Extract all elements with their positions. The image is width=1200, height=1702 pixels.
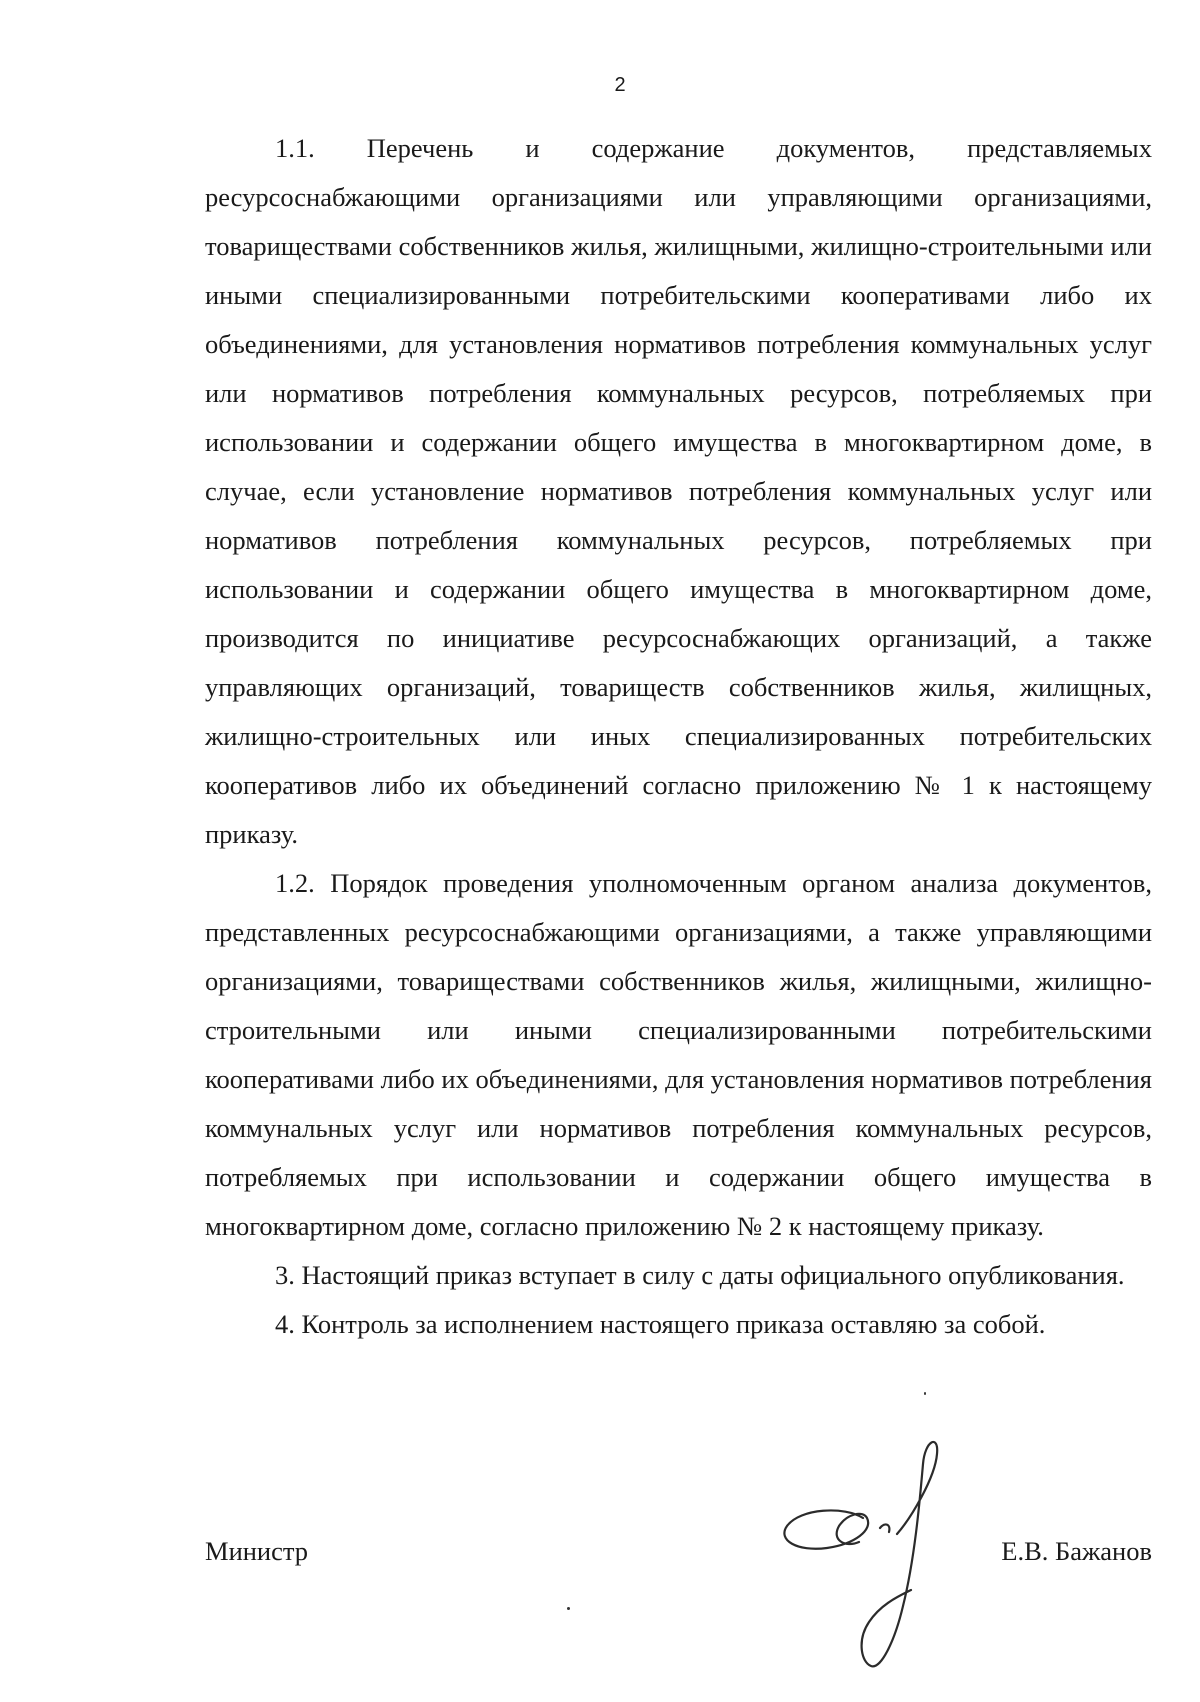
paragraph-1-2: 1.2. Порядок проведения уполномоченным органом анализа документов, представленных ресурсоснабжающими организациями, а также управляющими организациями, товариществами собственников жилья, жилищными, жилищно-строительными или иными специализированными потребительскими кооперативами либо их объединениями, для установления нормативов потребления коммунальных услуг или нормативов потребления коммунальных ресурсов, потребляемых при использовании и содержании общего имущества в многоквартирном доме, согласно приложению № 2 к настоящему приказу.	[205, 868, 1152, 1241]
paragraph-4: 4. Контроль за исполнением настоящего приказа оставляю за собой.	[275, 1309, 1046, 1339]
signatory-position: Министр	[205, 1536, 309, 1566]
signature-block	[205, 1530, 1152, 1590]
handwritten-signature-icon	[775, 1418, 975, 1680]
signatory-name: Е.В. Бажанов	[1001, 1536, 1152, 1566]
paragraph-3: 3. Настоящий приказ вступает в силу с даты официального опубликования.	[275, 1260, 1125, 1290]
scan-speck	[924, 1392, 926, 1395]
paragraph-1-1: 1.1. Перечень и содержание документов, представляемых ресурсоснабжающими организациями или управляющими организациями, товариществами собственников жилья, жилищными, жилищно-строительными или иными специализированными потребительскими кооперативами либо их объединениями, для установления нормативов потребления коммунальных услуг или нормативов потребления коммунальных ресурсов, потребляемых при использовании и содержании общего имущества в многоквартирном доме, в случае, если установление нормативов потребления коммунальных услуг или нормативов потребления коммунальных ресурсов, потребляемых при использовании и содержании общего имущества в многоквартирном доме, производится по инициативе ресурсоснабжающих организаций, а также управляющих организаций, товариществ собственников жилья, жилищных, жилищно-строительных или иных специализированных потребительских кооперативов либо их объединений согласно приложению № 1 к настоящему приказу.	[205, 133, 1152, 849]
document-body	[205, 124, 1152, 1349]
scan-speck	[567, 1607, 570, 1610]
page-number: 2	[614, 74, 626, 96]
